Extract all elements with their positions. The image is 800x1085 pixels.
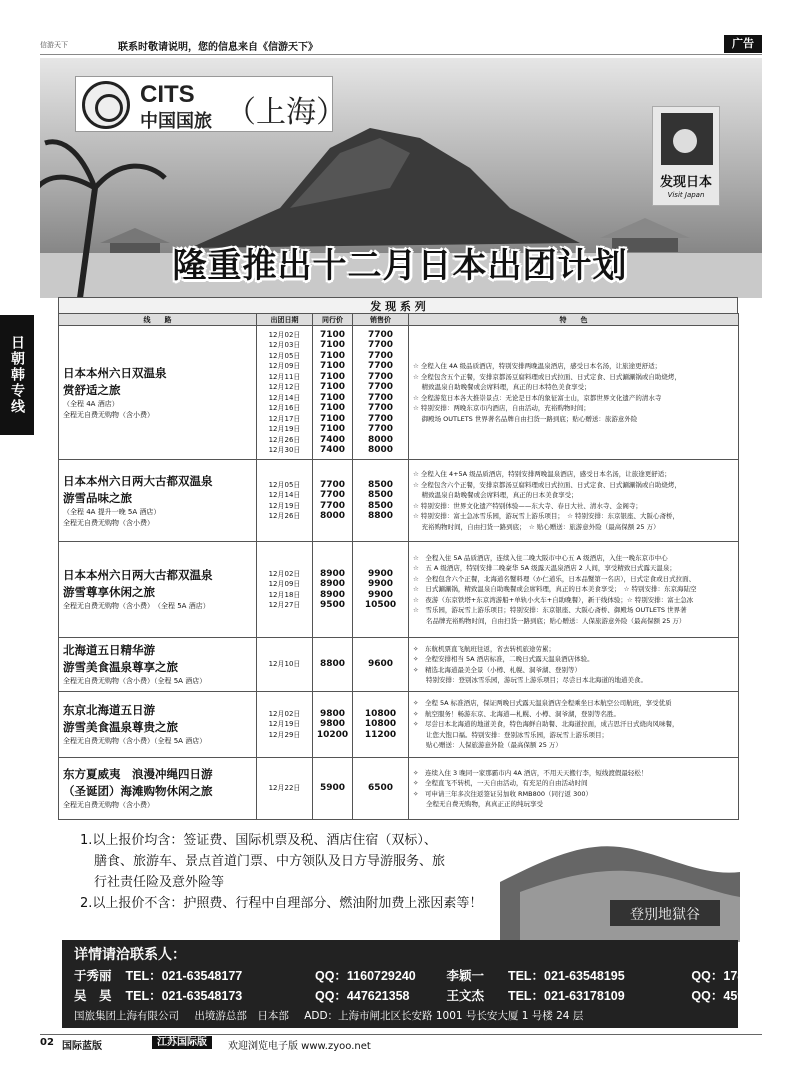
route-name: 北海道五日精华游	[63, 643, 155, 657]
departure-date: 12月09日	[268, 580, 301, 588]
cits-emblem-icon	[82, 81, 130, 129]
feature-line: ☆ 夜游（东京铁塔+东京湾游船+单轨小火车+自助晚餐），新干线体验；☆ 特别安排：富士急冰	[413, 595, 694, 604]
departure-date: 12月14日	[268, 491, 301, 499]
peer-price: 8900	[319, 579, 346, 589]
peer-price-cell	[313, 692, 353, 758]
contact-tel: TEL：021-63548195	[507, 969, 625, 983]
route-name: 日本本州六日两大古都双温泉	[63, 473, 213, 488]
route-cell	[59, 638, 257, 692]
peer-price-cell	[313, 460, 353, 542]
feature-line: ✧ 东航机票直飞航班往返，省去转机旅途劳累；	[413, 644, 555, 653]
peer-price: 7700	[319, 500, 346, 511]
departure-date: 12月16日	[268, 404, 301, 412]
feature-line: ✧ 连续入住 3 晚同一家那霸市内 4A 酒店，不用天天搬行李，短线渡假最轻松！	[413, 768, 648, 777]
route-name: 日本本州六日两大古都双温泉	[63, 568, 213, 582]
page-footer	[40, 1034, 762, 1050]
feature-line: ✧ 航空服务！畅游东京、北海道—札幌、小樽、洞爷湖，登别等名胜。	[413, 709, 620, 718]
departure-date-cell	[257, 460, 313, 542]
sale-price: 7700	[367, 413, 394, 424]
peer-price-cell	[313, 542, 353, 638]
feature-line: ☆ 雪乐园，游玩雪上游乐项目；特别安排：东京银座、大阪心斋桥、御殿场 OUTLETS 世界著	[413, 606, 687, 615]
sale-price: 8000	[367, 434, 394, 445]
feature-line: 精致温泉自助晚餐或会席料理，真正的日本特色美食享受；	[413, 383, 591, 391]
route-note: 全程无自费无购物（含小费）	[63, 518, 154, 527]
feature-line-cell	[409, 542, 739, 638]
feature-line: ☆ 日式涮涮锅，精致温泉自助晚餐或会席料理，真正的日本美食享受； ☆ 特别安排：东京海陆空	[413, 585, 697, 594]
contact-qq: QQ：1784580610	[691, 969, 793, 983]
company-address	[74, 1008, 595, 1023]
route-note: 全程无自费无购物（含小费）（全程 5A 酒店）	[63, 737, 207, 745]
departure-date-cell	[257, 326, 313, 460]
route-note: 全程无自费无购物（含小费）（全程 5A 酒店）	[63, 677, 207, 685]
contact-row	[74, 986, 786, 1004]
contact-heading: 详情请洽联系人：	[74, 947, 186, 963]
departure-date: 12月30日	[268, 446, 301, 454]
route-name: 游雪美食温泉尊享之旅	[63, 660, 178, 674]
route-name: 游雪美食温泉尊贵之旅	[63, 720, 178, 734]
series-title: 发 现 系 列	[58, 297, 738, 313]
peer-price: 7100	[319, 392, 346, 403]
feature-line: ✧ 全程直飞不转机，一天自由活动，有充足的自由活动时间	[413, 779, 588, 787]
departure-date: 12月02日	[268, 709, 301, 718]
departure-date: 12月17日	[268, 414, 301, 423]
peer-price: 5900	[319, 783, 346, 794]
sale-price: 7700	[367, 350, 394, 361]
contact-name: 吴 昊	[74, 989, 112, 1003]
sale-price-cell	[353, 638, 409, 692]
edition-tag: 江苏国际版	[152, 1036, 212, 1049]
departure-date-cell	[257, 758, 313, 820]
departure-date: 12月19日	[268, 720, 301, 729]
peer-price: 10200	[316, 729, 349, 740]
contact-name: 李颖一	[446, 969, 484, 983]
departure-date: 12月09日	[268, 362, 301, 370]
brand-cn: 中国国旅	[140, 111, 212, 132]
feature-line: ✧ 精选北海道最美全景（小樽、札幌、洞爷湖、登别等）	[413, 665, 581, 674]
route-note: 全程无自费无购物（含小费）	[63, 410, 154, 419]
feature-line: 名品牌充裕购物时间，自由扫货一路到底；贴心赠送：人保旅游意外险（最高保额 25 万）	[413, 616, 686, 625]
feature-line: 全程无自费无购物，真真正正的纯玩享受	[413, 800, 543, 808]
peer-price: 7100	[319, 382, 346, 392]
col-header-peer-price: 同行价	[313, 314, 353, 326]
departure-date-cell	[257, 692, 313, 758]
sale-price: 8500	[367, 490, 394, 500]
discover-japan-badge	[652, 106, 720, 206]
website-link[interactable]: 欢迎浏览电子版 www.zyoo.net	[228, 1041, 371, 1052]
contact-tel: TEL：021-63548177	[125, 969, 243, 983]
route-cell	[59, 326, 257, 460]
tour-row	[59, 638, 739, 692]
hero-banner	[40, 58, 762, 298]
col-header-route: 线 路	[59, 314, 257, 326]
feature-line-cell	[409, 460, 739, 542]
departure-date: 12月29日	[268, 730, 301, 739]
feature-line: 御殿场 OUTLETS 世界著名品牌自由扫货一路到底；贴心赠送：旅游意外险	[413, 414, 638, 423]
note-line: 2.以上报价不含：护照费、行程中自理部分、燃油附加费上涨因素等！	[80, 896, 483, 911]
tour-row	[59, 692, 739, 758]
badge-text: 发现日本	[659, 175, 712, 190]
feature-line-cell	[409, 326, 739, 460]
flower-icon	[673, 129, 697, 153]
header-bar	[40, 37, 762, 55]
page-number: 02	[40, 1037, 54, 1048]
sale-price: 7700	[367, 392, 394, 403]
peer-price: 7100	[319, 403, 346, 413]
peer-price: 7100	[319, 329, 346, 340]
peer-price: 9800	[319, 719, 346, 730]
peer-price: 7100	[319, 424, 346, 434]
department: 出境游总部 日本部	[194, 1010, 289, 1022]
magazine-name: 国际蓝版	[62, 1041, 102, 1052]
sale-price: 10800	[364, 708, 397, 719]
note-line: 膳食、旅游车、景点首道门票、中方领队及日方导游服务、旅	[94, 854, 446, 869]
departure-date: 12月12日	[268, 383, 301, 391]
route-note: 全程无自费无购物（含小费） （全程 5A 酒店）	[63, 602, 210, 610]
feature-line-cell	[409, 638, 739, 692]
departure-date: 12月05日	[268, 480, 301, 489]
peer-price: 8800	[319, 659, 346, 670]
feature-line: ✧ 全程安排相当 5A 酒店标准，二晚日式露天温泉酒店体验。	[413, 655, 594, 663]
peer-price: 9800	[319, 708, 346, 719]
sale-price-cell	[353, 692, 409, 758]
sale-price: 7700	[367, 403, 394, 413]
peer-price: 7100	[319, 361, 346, 371]
publication-logo: 信游天下	[40, 41, 68, 49]
sale-price: 9900	[367, 579, 394, 589]
feature-line: 让您大饱口福。特别安排：登别冰雪乐园，游玩雪上游乐项目；	[413, 730, 608, 739]
tour-row	[59, 758, 739, 820]
sale-price: 7700	[367, 361, 394, 371]
sale-price: 7700	[367, 329, 394, 340]
departure-date: 12月02日	[268, 569, 301, 578]
feature-line: ☆ 全程入住 5A 品质酒店，连续入住二晚大阪市中心五 A 级酒店，入住一晚东京市中心	[413, 553, 668, 562]
departure-date: 12月05日	[268, 351, 301, 360]
section-side-tab: 日朝韩专线	[0, 315, 34, 435]
route-note: 全程无自费无购物（含小费）	[63, 801, 154, 809]
feature-line: ☆ 全程包含六个正餐，北海道名蟹料理（か仁道乐，日本品蟹第一名店），日式定食或日式拉面、	[413, 574, 696, 583]
headline: 隆重推出十二月日本出团计划	[172, 246, 628, 286]
col-header-features: 特 色	[409, 314, 739, 326]
tour-row	[59, 542, 739, 638]
route-cell	[59, 460, 257, 542]
peer-price: 8000	[319, 511, 346, 521]
sale-price: 8800	[367, 511, 394, 521]
sale-price-cell	[353, 542, 409, 638]
departure-date: 12月03日	[268, 341, 301, 349]
departure-date: 12月19日	[268, 501, 301, 510]
peer-price: 9500	[319, 600, 346, 610]
sale-price: 8500	[367, 500, 394, 511]
departure-date-cell	[257, 542, 313, 638]
route-name: 东京北海道五日游	[63, 703, 155, 717]
route-note: （全程 4A 酒店）	[63, 399, 119, 408]
contact-name: 王文杰	[446, 989, 484, 1003]
departure-date: 12月11日	[268, 372, 301, 381]
peer-price: 7700	[319, 479, 346, 490]
tour-row	[59, 326, 739, 460]
sale-price-cell	[353, 758, 409, 820]
peer-price: 7700	[319, 490, 346, 500]
feature-line-cell	[409, 692, 739, 758]
feature-line: 精致温泉自助晚餐或会席料理，真正的日本美食享受；	[413, 491, 578, 499]
departure-date-cell	[257, 638, 313, 692]
route-name: 游雪尊享休闲之旅	[63, 585, 155, 599]
contact-name: 于秀丽	[74, 969, 112, 983]
brand-en: CITS	[140, 81, 195, 108]
feature-line: 特别安排：登别冰雪乐园，游玩雪上游乐项目；尽尝日本北海道的地道美食。	[413, 676, 647, 684]
note-line: 1.以上报价均含：签证费、国际机票及税、酒店住宿（双标）、	[80, 833, 437, 848]
peer-price: 7100	[319, 350, 346, 361]
feature-line-cell	[409, 758, 739, 820]
route-cell	[59, 692, 257, 758]
departure-date: 12月10日	[268, 660, 301, 669]
contact-qq: QQ：1160729240	[314, 969, 416, 983]
sale-price: 7700	[367, 371, 394, 382]
route-name: （圣诞团）海滩购物休闲之旅	[63, 784, 213, 798]
peer-price: 8900	[319, 589, 346, 600]
peer-price: 7100	[319, 371, 346, 382]
departure-date: 12月27日	[268, 601, 301, 609]
route-cell	[59, 758, 257, 820]
scenic-sign-text: 登別地獄谷	[630, 907, 700, 923]
peer-price: 7400	[319, 434, 346, 445]
route-name: 赏舒适之旅	[63, 382, 121, 397]
contact-tel: TEL：021-63178109	[507, 989, 625, 1003]
feature-line: ☆ 特别安排：富士急冰雪乐园，游玩雪上游乐项目； ☆ 特别安排：东京银座、大阪心斋桥，	[413, 512, 680, 520]
sale-price: 6500	[367, 783, 394, 794]
address: ADD：上海市闸北区长安路 1001 号长安大厦 1 号楼 24 层	[304, 1010, 584, 1022]
feature-line: ✧ 尽尝日本北海道的地道美食，特色海鲜自助餐、北海道拉面，成吉思汗日式烧肉风味餐，	[413, 720, 679, 729]
sale-price: 7700	[367, 340, 394, 350]
feature-line: ✧ 全程 5A 标准酒店，保证两晚日式露天温泉酒店全程乘坐日本航空公司航班，享受优质	[413, 699, 672, 708]
sale-price: 8500	[367, 479, 394, 490]
peer-price-cell	[313, 326, 353, 460]
contact-tel: TEL：021-63548173	[125, 989, 243, 1003]
contact-panel	[62, 940, 793, 1028]
note-line: 行社责任险及意外险等	[94, 875, 225, 890]
departure-date: 12月26日	[268, 435, 301, 444]
departure-date: 12月14日	[268, 393, 301, 402]
route-note: （全程 4A 提升一晚 5A 酒店）	[63, 507, 161, 516]
departure-date: 12月26日	[268, 512, 301, 520]
peer-price: 7400	[319, 445, 346, 455]
sale-price-cell	[353, 326, 409, 460]
cits-logo	[75, 76, 346, 132]
contact-row	[74, 966, 793, 984]
sale-price-cell	[353, 460, 409, 542]
feature-line: 贴心赠送：人保旅游意外险（最高保额 25 万）	[413, 741, 562, 750]
route-name: 游雪品味之旅	[63, 490, 132, 505]
sale-price: 11200	[364, 729, 397, 740]
price-notes	[80, 830, 500, 914]
sale-price: 8000	[367, 445, 394, 455]
departure-date: 12月22日	[268, 784, 301, 793]
feature-line: ☆ 全程入住 4A 级品质酒店，特别安排两晚温泉酒店，感受日本名汤，让旅途更舒适；	[413, 362, 662, 370]
ad-tag: 广告	[724, 35, 762, 53]
sale-price: 9900	[367, 589, 394, 600]
contact-qq: QQ：459094774	[691, 989, 786, 1003]
peer-price: 7100	[319, 413, 346, 424]
peer-price-cell	[313, 638, 353, 692]
feature-line: ☆ 全程游览日本各大推崇景点：无论是日本的象征富士山，京都世界文化遗产的清水寺	[413, 393, 662, 402]
tour-row	[59, 460, 739, 542]
route-name: 日本本州六日双温泉	[63, 365, 167, 380]
feature-line: ✧ 可申请三年多次往返签证另加收 RMB800（同行返 300）	[413, 789, 592, 798]
route-name: 东方夏威夷 浪漫冲绳四日游	[63, 767, 213, 781]
departure-date: 12月02日	[268, 330, 301, 339]
feature-line: ☆ 特别安排：两晚东京市内酒店，自由活动，充裕购物时间；	[413, 404, 590, 412]
table-header-row	[59, 314, 739, 326]
feature-line: 充裕购物时间，自由扫货一路到底； ☆ 贴心赠送：旅游意外险（最高保额 25 万）	[413, 522, 660, 531]
company-name: 国旅集团上海有限公司	[74, 1010, 179, 1022]
peer-price-cell	[313, 758, 353, 820]
col-header-sale-price: 销售价	[353, 314, 409, 326]
scenic-photo	[500, 822, 740, 942]
feature-line: ☆ 全程包含六个正餐，安排京都汤豆腐料理或日式拉面、日式定食、日式涮涮锅或自助烧烤，	[413, 480, 681, 489]
brand-city: （上海）	[226, 95, 346, 130]
sale-price: 9900	[367, 568, 394, 579]
route-cell	[59, 542, 257, 638]
badge-subtext: Visit Japan	[667, 191, 705, 199]
feature-line: ☆ 全程入住 4+5A 级品质酒店，特别安排两晚温泉酒店，感受日本名汤，让旅途更舒适；	[413, 470, 671, 478]
feature-line: ☆ 全程包含五个正餐，安排京都汤豆腐料理或日式拉面、日式定食、日式涮涮锅或自助烧烤，	[413, 372, 681, 381]
header-notice: 联系时敬请说明，您的信息来自《信游天下》	[118, 42, 318, 53]
sale-price: 9600	[367, 659, 394, 670]
feature-line: ☆ 五 A 级酒店，特别安排二晚豪华 5A 级露天温泉酒店 2 人间，享受精致日式露天温泉；	[413, 564, 676, 573]
sale-price: 10800	[364, 719, 397, 730]
departure-date: 12月19日	[268, 425, 301, 433]
departure-date: 12月18日	[268, 590, 301, 599]
peer-price: 7100	[319, 340, 346, 350]
sale-price: 7700	[367, 424, 394, 434]
peer-price: 8900	[319, 568, 346, 579]
sale-price: 7700	[367, 382, 394, 392]
tour-table	[58, 297, 738, 820]
feature-line: ☆ 特别安排：世界文化遗产特别体验——东大寺、春日大社、清水寺、金阁寺；	[413, 501, 642, 510]
col-header-date: 出团日期	[257, 314, 313, 326]
sale-price: 10500	[364, 600, 397, 610]
contact-qq: QQ：447621358	[314, 989, 410, 1003]
